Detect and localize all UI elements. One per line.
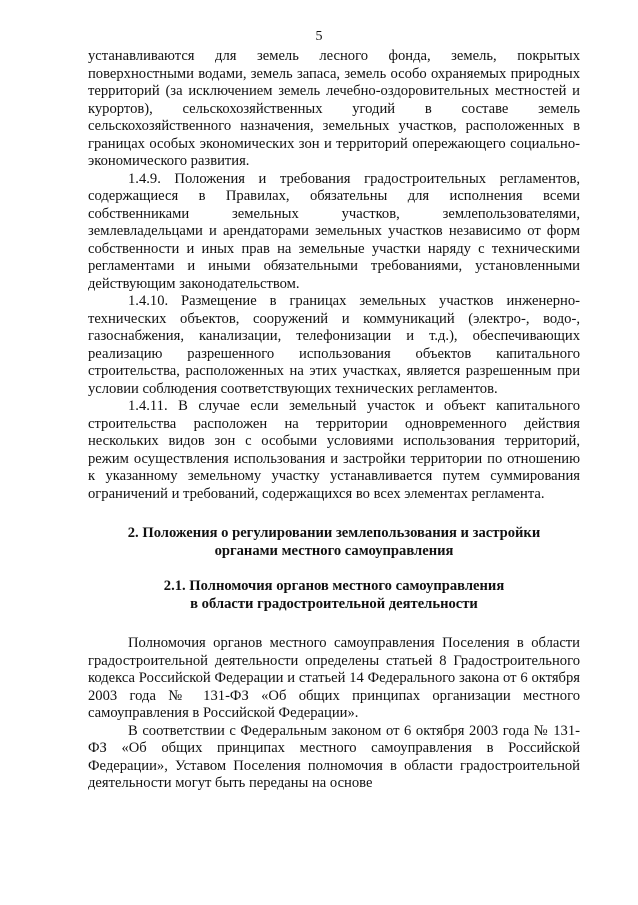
section-2-heading-line-2: органами местного самоуправления bbox=[214, 542, 454, 559]
paragraph-continuation: устанавливаются для земель лесного фонда, земель, покрытых поверхностными водами, земель запаса, земель особо охраняемых природных территорий (за исключением земель лечебно-оздоровительных местностей и курортов), сельскохозяйственных угодий в составе земель сельскохозяйственного назначения, земельных участков, расположенных в границах особых экономических зон и территорий опережающего социально-экономического развития. bbox=[88, 48, 580, 169]
paragraph-1-4-10: 1.4.10. Размещение в границах земельных участков инженерно-технических объектов, сооружений и коммуникаций (электро-, водо-, газоснабжения, канализации, телефонизации и т.д.), обеспечивающих реализацию разрешенного использования объектов капитального строительства, расположенных на этих участках, является разрешенным при условии соблюдения соответствующих технических регламентов. bbox=[88, 293, 580, 397]
section-2-1-heading-line-1: 2.1. Полномочия органов местного самоуправления bbox=[163, 578, 505, 594]
paragraph-powers: Полномочия органов местного самоуправления Поселения в области градостроительной деятельности определены статьей 8 Градостроительного кодекса Российской Федерации и статьей 14 Федерального закона от 6 октября 2003 года № 131-ФЗ «Об общих принципах организации местного самоуправления в Российской Федерации». bbox=[88, 635, 580, 721]
paragraph-1-4-11: 1.4.11. В случае если земельный участок и объект капитального строительства расположен на территории одновременного действия нескольких видов зон с особыми условиями использования территорий, режим осуществления использования и застройки территории по отношению к указанному земельному участку устанавливается путем суммирования ограничений и требований, содержащихся во всех элементах регламента. bbox=[88, 398, 580, 502]
paragraph-1-4-9: 1.4.9. Положения и требования градостроительных регламентов, содержащиеся в Правилах, обязательны для исполнения всеми собственниками земельных участков, землепользователями, землевладельцами и арендаторами земельных участков независимо от форм собственности и иных прав на земельные участки наряду с техническими регламентами и иными обязательными требованиями, установленными действующим законодательством. bbox=[88, 170, 580, 292]
section-2-heading bbox=[88, 525, 580, 560]
document-body bbox=[88, 48, 580, 793]
section-2-heading-line-1: 2. Положения о регулировании землепользования и застройки bbox=[127, 525, 541, 541]
page-number: 5 bbox=[315, 29, 323, 44]
section-2-1-heading bbox=[88, 578, 580, 613]
section-2-1-heading-line-2: в области градостроительной деятельности bbox=[190, 595, 478, 612]
paragraph-federal-law: В соответствии с Федеральным законом от 6 октября 2003 года № 131-ФЗ «Об общих принципах местного самоуправления в Российской Федерации», Уставом Поселения полномочия в области градостроительной деятельности могут быть переданы на основе bbox=[88, 722, 580, 791]
